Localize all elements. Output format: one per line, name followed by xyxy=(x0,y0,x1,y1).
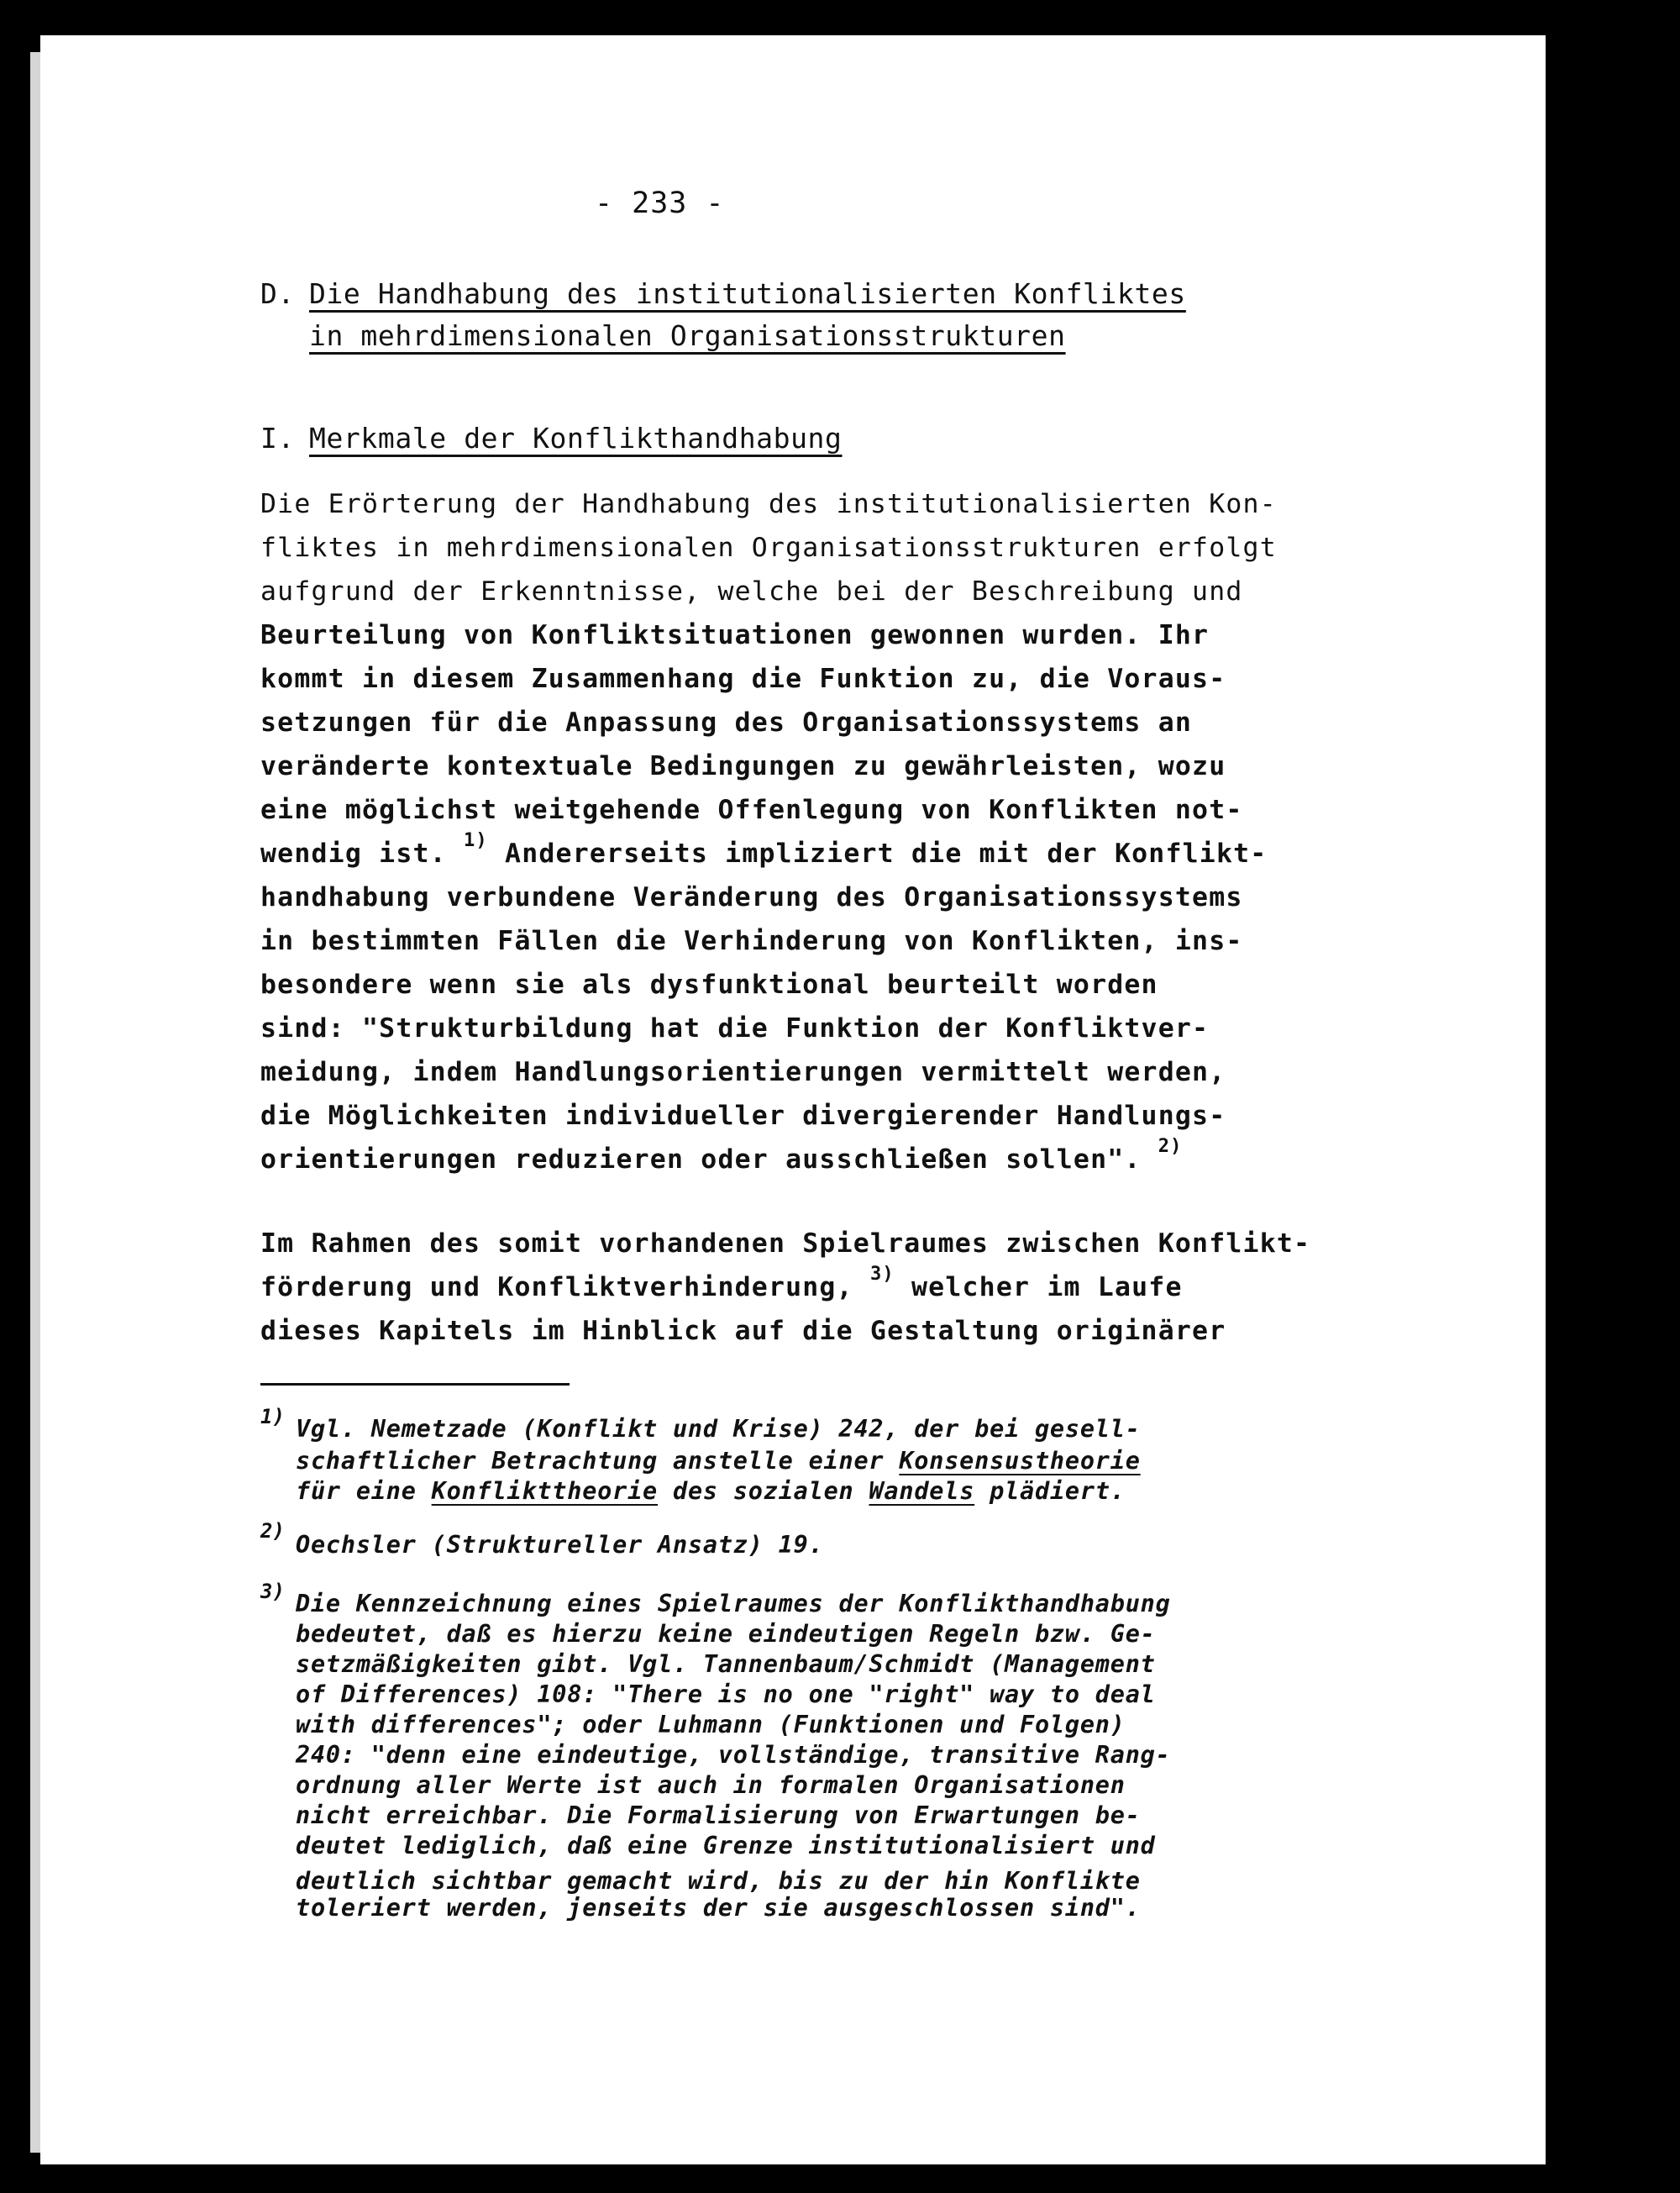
footnote-ref-1: 1) xyxy=(463,830,488,851)
para2-line: dieses Kapitels im Hinblick auf die Gestaltung originärer xyxy=(260,1316,1226,1346)
footnote-3-line: 240: "denn eine eindeutige, vollständige, transitive Rang- xyxy=(296,1741,1171,1769)
para2-line-part: welcher im Laufe xyxy=(911,1272,1183,1302)
heading-d-line2: in mehrdimensionalen Organisationsstrukturen xyxy=(309,319,1066,352)
heading-d-line1: Die Handhabung des institutionalisierten Konfliktes xyxy=(309,277,1186,310)
para1-line: Beurteilung von Konfliktsituationen gewonnen wurden. Ihr xyxy=(260,620,1210,650)
footnote-underlined-term: Wandels xyxy=(869,1477,975,1505)
footnote-text: plädiert. xyxy=(974,1477,1126,1505)
footnote-3-line: deutlich sichtbar gemacht wird, bis zu der hin Konflikte xyxy=(296,1867,1141,1895)
footnote-3-mark: 3) xyxy=(260,1580,285,1603)
footnote-3-line: nicht erreichbar. Die Formalisierung von Erwartungen be- xyxy=(296,1801,1141,1829)
heading-i-title: Merkmale der Konflikthandhabung xyxy=(309,422,843,455)
heading-d-letter: D. xyxy=(260,277,295,310)
para1-line-part: Andererseits impliziert die mit der Konflikt- xyxy=(505,839,1268,869)
footnote-2-line: Oechsler (Struktureller Ansatz) 19. xyxy=(296,1531,824,1559)
footnote-3-line: setzmäßigkeiten gibt. Vgl. Tannenbaum/Schmidt (Management xyxy=(296,1650,1156,1678)
para1-line: die Möglichkeiten individueller divergierender Handlungs- xyxy=(260,1101,1226,1131)
para1-line-part: wendig ist. xyxy=(260,839,447,869)
para1-line: aufgrund der Erkenntnisse, welche bei der Beschreibung und xyxy=(260,576,1243,607)
para1-line-with-ref xyxy=(260,1136,1183,1175)
footnote-1-line xyxy=(296,1477,1126,1505)
footnote-3-line: deutet lediglich, daß eine Grenze institutionalisiert und xyxy=(296,1832,1156,1859)
para1-line: kommt in diesem Zusammenhang die Funktion zu, die Voraus- xyxy=(260,664,1226,694)
para1-line-with-ref xyxy=(260,830,1268,869)
para1-line: Die Erörterung der Handhabung des institutionalisierten Kon- xyxy=(260,489,1277,519)
para1-line-part: orientierungen reduzieren oder ausschließen sollen". xyxy=(260,1144,1142,1175)
para1-line: meidung, indem Handlungsorientierungen vermittelt werden, xyxy=(260,1057,1226,1087)
footnote-ref-2: 2) xyxy=(1158,1136,1183,1157)
para2-line-part: förderung und Konfliktverhinderung, xyxy=(260,1272,853,1302)
para1-line: setzungen für die Anpassung des Organisationssystems an xyxy=(260,707,1193,738)
footnote-text: für eine xyxy=(296,1477,432,1505)
para1-line: handhabung verbundene Veränderung des Organisationssystems xyxy=(260,882,1243,912)
para2-line: Im Rahmen des somit vorhandenen Spielraumes zwischen Konflikt- xyxy=(260,1228,1311,1259)
footnote-1-line xyxy=(296,1447,1141,1475)
footnote-3-line: toleriert werden, jenseits der sie ausgeschlossen sind". xyxy=(296,1894,1141,1922)
footnote-underlined-term: Konsensustheorie xyxy=(899,1447,1141,1475)
footnote-3-line: ordnung aller Werte ist auch in formalen Organisationen xyxy=(296,1771,1126,1799)
footnote-separator xyxy=(260,1383,570,1386)
footnote-2-mark: 2) xyxy=(260,1519,285,1543)
para1-line: veränderte kontextuale Bedingungen zu gewährleisten, wozu xyxy=(260,751,1226,781)
footnote-ref-3: 3) xyxy=(869,1264,895,1285)
heading-i-letter: I. xyxy=(260,422,295,455)
footnote-3-line: Die Kennzeichnung eines Spielraumes der Konflikthandhabung xyxy=(296,1590,1171,1617)
para1-line: in bestimmten Fällen die Verhinderung von Konflikten, ins- xyxy=(260,926,1243,956)
footnote-3-line: with differences"; oder Luhmann (Funktionen und Folgen) xyxy=(296,1711,1126,1738)
para1-line: eine möglichst weitgehende Offenlegung von Konflikten not- xyxy=(260,795,1243,825)
footnote-underlined-term: Konflikttheorie xyxy=(431,1477,659,1505)
footnote-3-line: bedeutet, daß es hierzu keine eindeutigen Regeln bzw. Ge- xyxy=(296,1620,1156,1648)
footnote-1-mark: 1) xyxy=(260,1405,285,1428)
para2-line-with-ref xyxy=(260,1264,1183,1302)
para1-line: besondere wenn sie als dysfunktional beurteilt worden xyxy=(260,970,1158,1000)
para1-line: sind: "Strukturbildung hat die Funktion der Konfliktver- xyxy=(260,1013,1210,1044)
para1-line: fliktes in mehrdimensionalen Organisationsstrukturen erfolgt xyxy=(260,533,1277,563)
footnote-text: schaftlicher Betrachtung anstelle einer xyxy=(296,1447,900,1475)
page-number: - 233 - xyxy=(595,187,725,220)
footnote-text: des sozialen xyxy=(658,1477,869,1505)
footnote-1-line: Vgl. Nemetzade (Konflikt und Krise) 242, der bei gesell- xyxy=(296,1415,1141,1443)
footnote-3-line: of Differences) 108: "There is no one "right" way to deal xyxy=(296,1680,1156,1708)
